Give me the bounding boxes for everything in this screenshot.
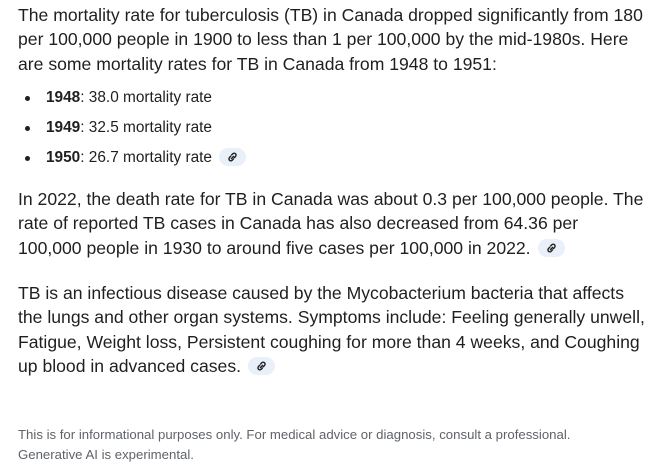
- death-rate-paragraph: [18, 187, 646, 260]
- source-link-button[interactable]: [219, 148, 246, 166]
- list-item: [0, 113, 653, 143]
- disclaimer-experimental: Generative AI is experimental.: [18, 447, 194, 462]
- link-icon: [545, 242, 558, 254]
- list-item-year: 1950: [46, 149, 81, 166]
- list-item-text: : 32.5 mortality rate: [80, 119, 212, 136]
- intro-paragraph: The mortality rate for tuberculosis (TB) in Canada dropped significantly from 180 per 100,000 people in 1900 to less than 1 per 100,000 by the mid-1980s. Here are some mortality rates for TB in Canada from 1948 to 1951:: [18, 5, 643, 74]
- source-link-button[interactable]: [248, 357, 275, 375]
- symptoms-text: TB is an infectious disease caused by the Mycobacterium bacteria that affects the lungs and other organ systems. Symptoms include: Feeling generally unwell, Fatigue, Weight loss, Persistent coughing for more than 4 weeks, and Coughing up blood in advanced cases.: [18, 283, 645, 376]
- list-item-text: : 26.7 mortality rate: [80, 149, 212, 166]
- source-link-button[interactable]: [538, 239, 565, 257]
- list-item: [0, 83, 653, 113]
- mortality-rate-list: [0, 83, 653, 173]
- list-item-text: : 38.0 mortality rate: [80, 89, 212, 106]
- list-item: [0, 143, 653, 173]
- symptoms-paragraph: [18, 281, 646, 378]
- list-item-year: 1949: [46, 119, 81, 136]
- disclaimer: [18, 425, 648, 465]
- link-icon: [255, 360, 268, 372]
- death-rate-text: In 2022, the death rate for TB in Canada was about 0.3 per 100,000 people. The rate of reported TB cases in Canada has also decreased from 64.36 per 100,000 people in 1930 to around five cases per 100,000 in 2022.: [18, 189, 644, 258]
- disclaimer-medical: This is for informational purposes only. For medical advice or diagnosis, consult a professional.: [18, 427, 571, 442]
- link-icon: [226, 151, 239, 163]
- list-item-year: 1948: [46, 89, 81, 106]
